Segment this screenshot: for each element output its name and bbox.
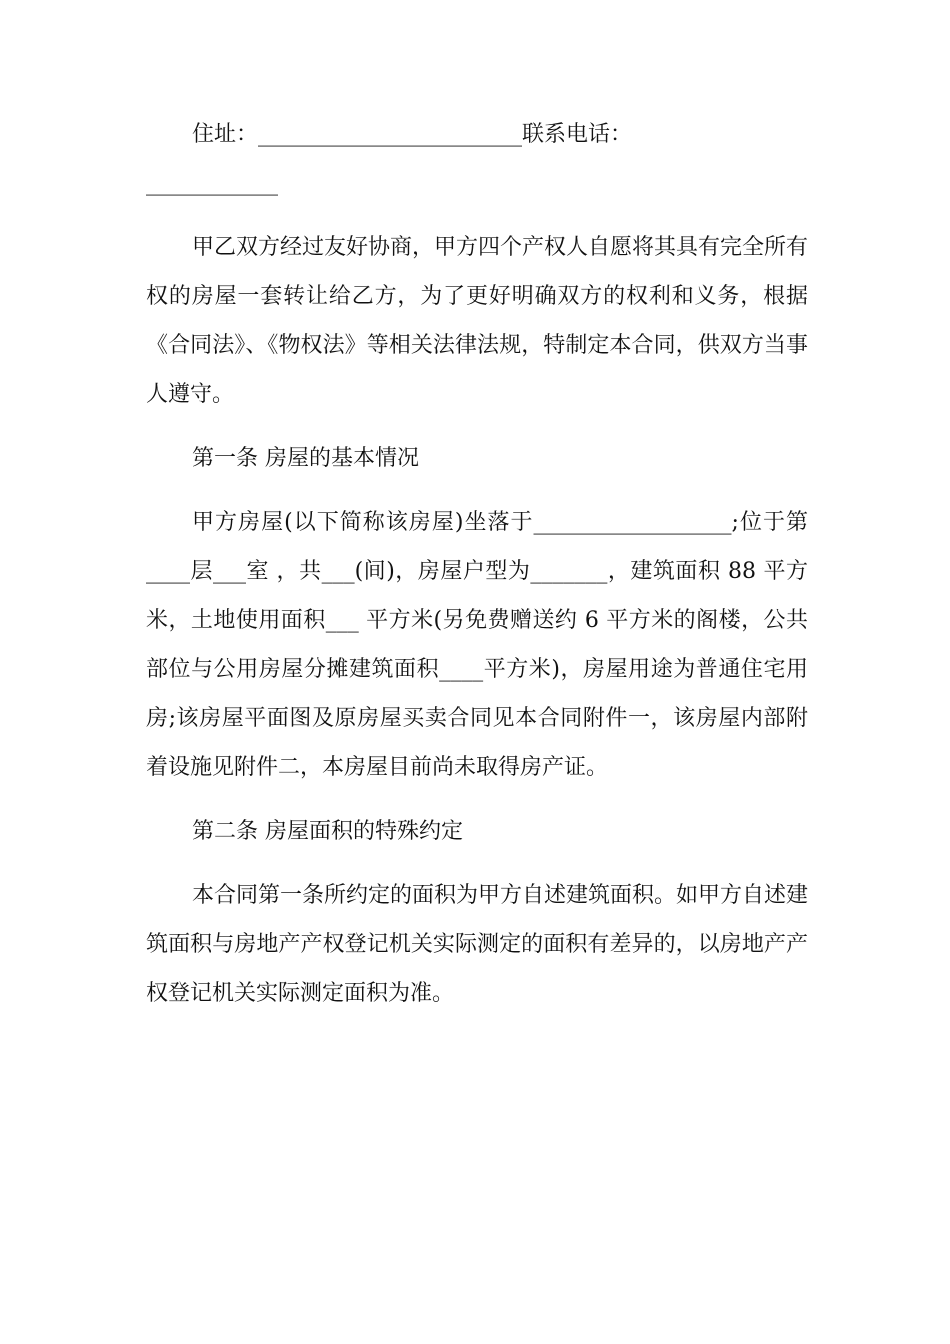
address-line-continuation: ____________ xyxy=(146,171,278,196)
article-1-title: 第一条 房屋的基本情况 xyxy=(192,446,419,471)
document-body xyxy=(146,110,808,1018)
intro-paragraph: 甲乙双方经过友好协商，甲方四个产权人自愿将其具有完全所有权的房屋一套转让给乙方，为了更好明确双方的权利和义务，根据《合同法》、《物权法》等相关法律法规，特制定本合同，供双方当事人遵守。 xyxy=(146,235,809,407)
article-1-body: 甲方房屋(以下简称该房屋)坐落于__________________;位于第____层___室 ，共___(间)，房屋户型为_______，建筑面积 88 平方米，土地使用面积___ 平方米(另免费赠送约 6 平方米的阁楼，公共部位与公用房屋分摊建筑面积____平方米)，房屋用途为普通住宅用房;该房屋平面图及原房屋买卖合同见本合同附件一，该房屋内部附着设施见附件二，本房屋目前尚未取得房产证。 xyxy=(146,510,808,780)
article-2-title: 第二条 房屋面积的特殊约定 xyxy=(192,819,463,844)
article-2-body: 本合同第一条所约定的面积为甲方自述建筑面积。如甲方自述建筑面积与房地产产权登记机关实际测定的面积有差异的，以房地产产权登记机关实际测定面积为准。 xyxy=(146,883,809,1006)
address-line: 住址：________________________联系电话： xyxy=(192,122,633,147)
